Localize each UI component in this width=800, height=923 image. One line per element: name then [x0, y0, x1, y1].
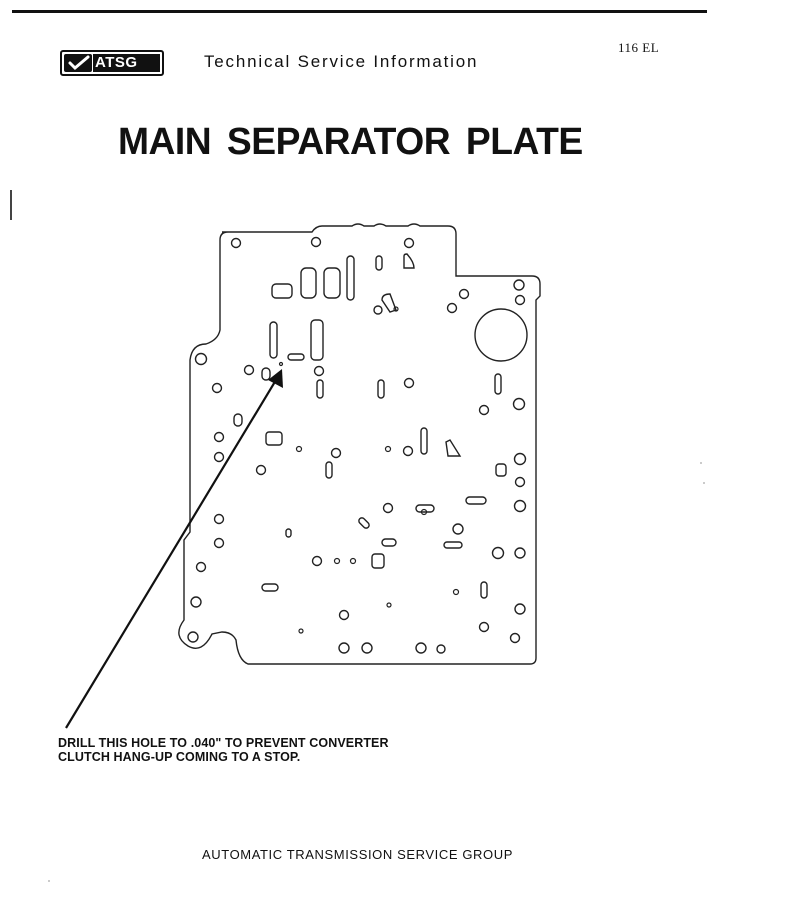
slot: [324, 268, 340, 298]
slot: [404, 254, 414, 268]
scan-speck: [700, 462, 702, 464]
slot: [326, 462, 332, 478]
slot: [481, 582, 487, 598]
slot: [416, 505, 434, 512]
scan-speck: [703, 482, 705, 484]
holes: [188, 238, 526, 654]
slot: [301, 268, 316, 298]
slot: [262, 368, 270, 380]
slot: [382, 539, 396, 546]
slot: [496, 464, 506, 476]
scan-speck: [48, 880, 50, 882]
slot: [372, 554, 384, 568]
main-title: MAIN SEPARATOR PLATE: [118, 121, 583, 163]
slot: [378, 380, 384, 398]
slot: [317, 380, 323, 398]
slot: [311, 320, 323, 360]
callout-note: [58, 736, 389, 764]
header-title: Technical Service Information: [204, 52, 479, 71]
slot: [466, 497, 486, 504]
slot: [376, 256, 382, 270]
slot: [495, 374, 501, 394]
slot: [262, 584, 278, 591]
slot: [288, 354, 304, 360]
callout-line-2: CLUTCH HANG-UP COMING TO A STOP.: [58, 750, 301, 764]
slot: [444, 542, 462, 548]
slot: [446, 440, 460, 456]
logo-text: ATSG: [93, 54, 160, 72]
slot: [234, 414, 242, 426]
small-holes: [280, 307, 459, 633]
slot: [358, 517, 371, 530]
callout-line-1: DRILL THIS HOLE TO .040" TO PREVENT CONVERTER: [58, 736, 389, 750]
slot: [266, 432, 282, 445]
page-number: 116 EL: [618, 40, 660, 55]
large-hole: [475, 309, 527, 361]
slot: [286, 529, 291, 537]
slot: [421, 428, 427, 454]
slot: [272, 284, 292, 298]
slot: [270, 322, 277, 358]
slot: [347, 256, 354, 300]
footer-text: AUTOMATIC TRANSMISSION SERVICE GROUP: [202, 847, 514, 862]
callout-arrow: [66, 369, 283, 728]
